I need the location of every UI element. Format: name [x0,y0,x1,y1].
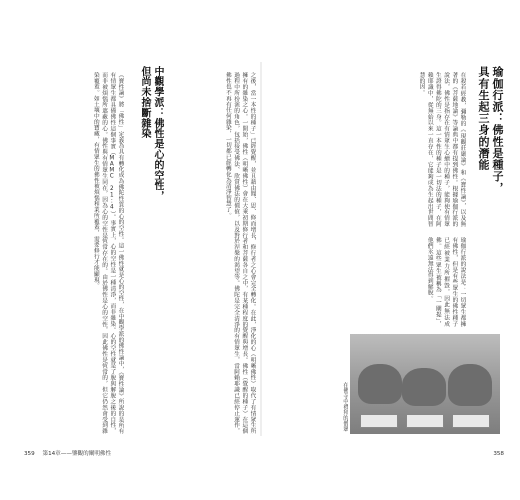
right-page [264,62,506,436]
right-page-body-intro: 在殺若經教，彌勒的《現觀莊嚴論》和《寶性論》，以及無著的《菩薩地論》等論典中都有提到佛性。根據瑜伽行派的說法，佛性是指存在有情眾生心續中的種子，能夠使有情眾生證得佛陀的三身。這一本性的種子是一切法的種子，在阿賴耶識中，從無始以來一直存在，它能夠成為生起出世間智慧的因。 [417,72,465,227]
photo-cushion-1 [360,414,398,428]
monks-prostrating-photo [350,334,500,434]
book-gutter [260,62,262,436]
photo-cushion-3 [452,414,490,428]
right-page-footer [493,451,504,457]
left-running-head: 第14章——鑒觀的闡明佛性 [42,451,112,457]
right-page-body-after: 瑜伽行派的說法是：一切眾生都擁有佛性，但是有些眾生的佛性種子已經被業力所摧毀，因此無法成佛。這些眾生被稱為「一闡提」，他們永遠無法得到解脫。 [426,237,465,327]
right-page-number: 358 [493,451,504,457]
left-page-body-continuation: 之後，當一本性的種子」已經覺醒，並且藉由聞、思、修而增長，修行者之心會完全轉化。在此，淨化的心（明晰佛性）取代了有情眾生所擁有的雜染之心。一開始，佛性（明晰佛性）會在大乘初期修行者和菩薩各自之中，有某種程度的覺醒與增長。佛性（覺醒的種子）在這個過程中所扮演的角色，包括接受佛法、欣賞佛法的價值，以及對於涅槃的渴望等。佛陀是完全清淨的有情眾生，當阿賴耶識已經停止運作，佛性也不再有任何雜染，一切都已經轉化為清淨智慧了。 [224,72,255,434]
photo-caption: 在佛寺中禮拜的僧眾 [342,382,348,432]
right-page-section-title-line1: 瑜伽行派：佛性是種子， [491,66,504,194]
left-page-number: 359 [24,451,35,457]
photo-figure-3 [448,364,492,406]
left-page [20,62,258,436]
left-page-body-text: 《寶性論》將「佛性」定義為具有轉化成為佛陀性質的心的空性。這一佛性就是心的空性，在中觀學派的佛性論中，《寶性論》所說的是所有有情眾生都具備佛性這個事實（MAMC 21:4）。事實上，心的空性是一種清淨，而非雜染。心的空性就是了脫與解脫之後的自性，而非被煩惱所遮蔽的心。佛性與有情眾生同在，因為心的空性是恆常存在的。由於佛性是心的空性，因此佛性是恆常的，但它仍然會受到雜染覆蓋。如土壤中的寶藏，有情眾生的佛性被煩惱和業所覆蓋，需要修行才能顯現。 [92,72,123,434]
right-page-section-title [476,66,504,326]
photo-cushion-2 [406,414,444,428]
photo-figure-1 [358,364,402,404]
left-page-footer [24,449,111,457]
left-page-section-title-line1: 中觀學派：佛性是心的空性， [152,66,163,202]
left-page-section-title-line2: 但尚未捨斷雜染 [139,66,150,139]
photo-figure-2 [402,368,446,406]
right-page-section-title-line2: 具有生起三身的潛能 [477,66,490,171]
left-page-section-title [130,66,164,386]
